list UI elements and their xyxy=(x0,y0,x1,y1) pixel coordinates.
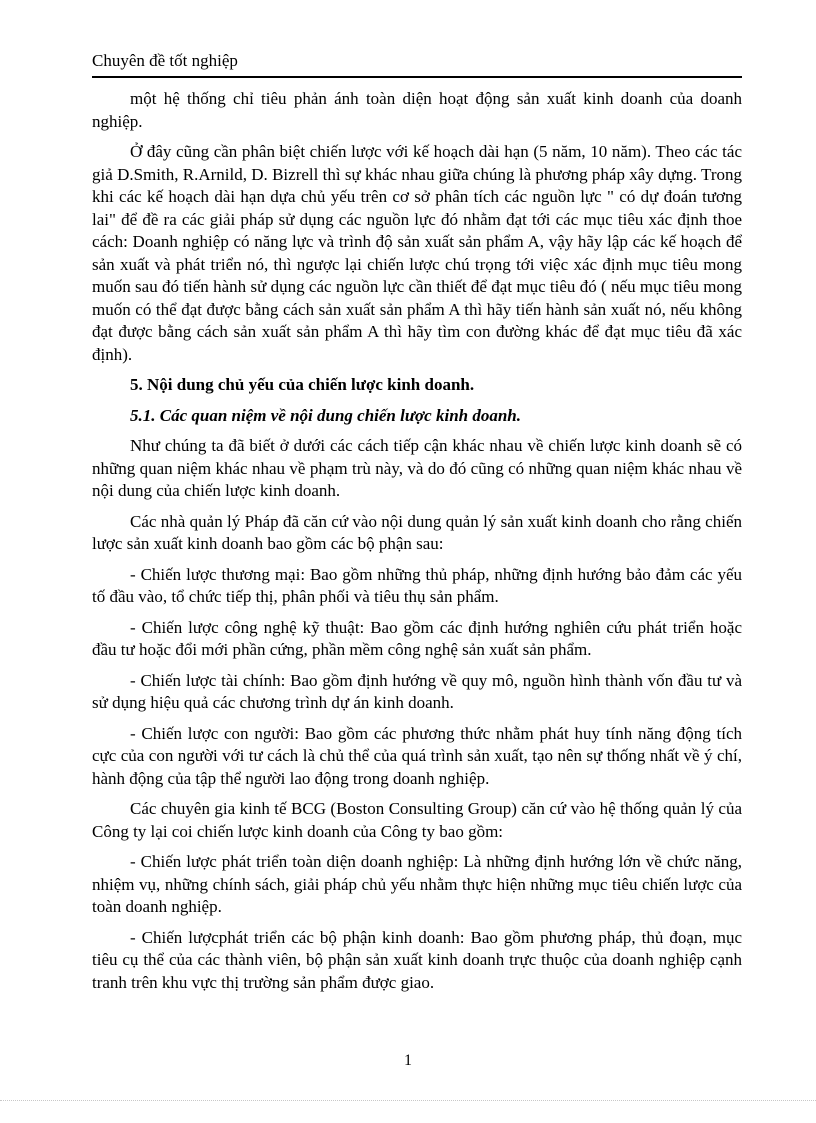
list-item: - Chiến lược công nghệ kỹ thuật: Bao gồm các định hướng nghiên cứu phát triển hoặc đầu tư hoặc đổi mới phần cứng, phần mềm công nghệ sản xuất sản phẩm. xyxy=(92,617,742,659)
list-item: - Chiến lược thương mại: Bao gồm những thủ pháp, những định hướng bảo đảm các yếu tố đầu vào, tổ chức tiếp thị, phân phối và tiêu thụ sản phẩm. xyxy=(92,564,742,606)
paragraph: Như chúng ta đã biết ở dưới các cách tiếp cận khác nhau về chiến lược kinh doanh sẽ có những quan niệm khác nhau về phạm trù này, và do đó cũng có những quan niệm khác nhau về nội dung của chiến lược kinh doanh. xyxy=(92,436,742,500)
list-item: - Chiến lược con người: Bao gồm các phương thức nhằm phát huy tính năng động tích cực của con người với tư cách là chủ thể của quá trình sản xuất, tạo nên sự thống nhất về ý chí, hành động của tập thể người lao động trong doanh nghiệp. xyxy=(92,723,742,788)
list-item: - Chiến lược tài chính: Bao gồm định hướng về quy mô, nguồn hình thành vốn đầu tư và sử dụng hiệu quả các chương trình dự án kinh doanh. xyxy=(92,670,742,712)
document-header: Chuyên đề tốt nghiệp xyxy=(92,50,742,78)
section-heading: 5. Nội dung chủ yếu của chiến lược kinh doanh. xyxy=(130,375,475,394)
paragraph: Ở đây cũng cần phân biệt chiến lược với kế hoạch dài hạn (5 năm, 10 năm). Theo các tác giả D.Smith, R.Arnild, D. Bizrell thì sự khác nhau giữa chúng là phương pháp xây dựng. Trong khi các kế hoạch dài hạn dựa chủ yếu trên cơ sở phân tích các nguồn lực " có dự đoán tương lai" để đề ra các giải pháp sử dụng các nguồn lực đó nhằm đạt tới các mục tiêu xác định thoe cách: Doanh nghiệp có năng lực và trình độ sản xuất sản phẩm A, vậy hãy lập các kế hoạch để sản xuất và phát triển nó, thì ngược lại chiến lược chú trọng tới việc xác định mục tiêu mong muốn sau đó tiến hành sử dụng các nguồn lực cần thiết để đạt mục tiêu đó ( nếu mục tiêu mong muốn có thể đạt được bằng cách sản xuất sản phẩm A thì hãy tiến hành sản xuất nó, nếu không đạt được bằng cách sản xuất sản phẩm A thì hãy tìm con đường khác để đạt mục tiêu đã xác định). xyxy=(92,142,742,364)
list-item: - Chiến lượcphát triển các bộ phận kinh doanh: Bao gồm phương pháp, thủ đoạn, mục tiêu cụ thể của các thành viên, bộ phận sản xuất kinh doanh trực thuộc của doanh nghiệp cạnh tranh trên khu vực thị trường sản phẩm được giao. xyxy=(92,927,742,992)
document-body xyxy=(92,88,742,1002)
paragraph: một hệ thống chỉ tiêu phản ánh toàn diện hoạt động sản xuất kinh doanh của doanh nghiệp. xyxy=(92,89,742,131)
page-bottom-divider xyxy=(0,1100,816,1101)
paragraph: Các nhà quản lý Pháp đã căn cứ vào nội dung quản lý sản xuất kinh doanh cho rằng chiến lược sản xuất kinh doanh bao gồm các bộ phận sau: xyxy=(92,511,742,553)
list-item: - Chiến lược phát triển toàn diện doanh nghiệp: Là những định hướng lớn về chức năng, nhiệm vụ, những chính sách, giải pháp chủ yếu nhằm thực hiện những mục tiêu chiến lược của toàn doanh nghiệp. xyxy=(92,852,742,916)
page-number: 1 xyxy=(404,1052,412,1069)
paragraph: Các chuyên gia kinh tế BCG (Boston Consulting Group) căn cứ vào hệ thống quản lý của Công ty lại coi chiến lược kinh doanh của Công ty bao gồm: xyxy=(92,799,742,841)
subsection-heading: 5.1. Các quan niệm về nội dung chiến lược kinh doanh. xyxy=(130,405,522,425)
